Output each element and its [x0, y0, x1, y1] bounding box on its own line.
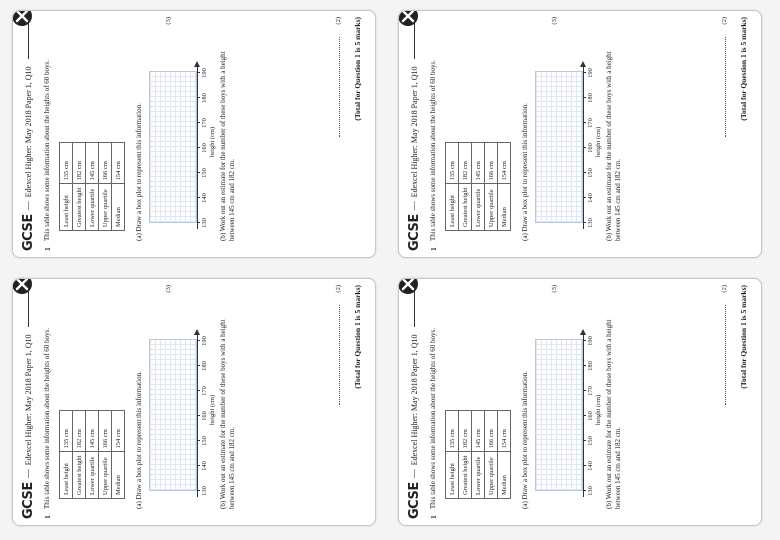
row-label: Median	[112, 452, 125, 499]
axis-tick-mark	[197, 440, 200, 441]
height-axis	[583, 63, 584, 229]
axis-tick-mark	[197, 72, 200, 73]
axis-tick-mark	[583, 365, 586, 366]
worksheet-content	[13, 11, 375, 257]
axis-tick-mark	[197, 390, 200, 391]
axis-tick-mark	[197, 490, 200, 491]
row-label: Lower quartile	[86, 452, 99, 499]
axis-tick-mark	[583, 72, 586, 73]
part-b-text: (b) Work out an estimate for the number of these boys with a height between 145 cm and 182 cm.	[219, 319, 236, 509]
axis-tick-label: 180	[201, 361, 208, 371]
axis-tick-label: 140	[201, 461, 208, 471]
worksheet-card-bottom-left	[12, 278, 376, 526]
marks-part-a: (3)	[551, 17, 558, 25]
question-intro: This table shows some information about the heights of 60 boys.	[43, 327, 51, 509]
dx-logo-icon	[398, 278, 419, 295]
answer-line	[339, 37, 340, 137]
worksheet-header	[403, 285, 425, 519]
table-row	[472, 143, 485, 231]
axis-tick-label: 180	[587, 361, 594, 371]
axis-arrow-icon	[580, 329, 586, 335]
question-intro: This table shows some information about the heights of 60 boys.	[43, 59, 51, 241]
header-dash: —	[409, 469, 419, 479]
box-plot-grid	[149, 71, 197, 223]
axis-tick-label: 170	[201, 386, 208, 396]
axis-tick-mark	[583, 440, 586, 441]
box-plot-grid	[535, 339, 583, 491]
worksheet-content	[13, 279, 375, 525]
heights-table	[59, 410, 125, 499]
part-b-text: (b) Work out an estimate for the number of these boys with a height between 145 cm and 182 cm.	[605, 51, 622, 241]
row-value: 154 cm	[112, 143, 125, 184]
row-value: 145 cm	[86, 411, 99, 452]
part-b-text: (b) Work out an estimate for the number of these boys with a height between 145 cm and 182 cm.	[219, 51, 236, 241]
dx-logo-icon	[398, 10, 419, 27]
part-a-text: (a) Draw a box plot to represent this information.	[135, 103, 143, 241]
marks-part-a: (3)	[551, 285, 558, 293]
axis-tick-label: 170	[587, 118, 594, 128]
axis-tick-mark	[197, 415, 200, 416]
heights-table	[445, 410, 511, 499]
heights-table	[59, 142, 125, 231]
row-label: Lower quartile	[472, 452, 485, 499]
question-intro: This table shows some information about the heights of 60 boys.	[429, 327, 437, 509]
row-value: 166 cm	[99, 411, 112, 452]
row-value: 182 cm	[459, 143, 472, 184]
worksheet-card-top-right	[398, 10, 762, 258]
answer-line	[725, 37, 726, 137]
row-label: Median	[498, 184, 511, 231]
table-row	[472, 411, 485, 499]
marks-part-b: (2)	[335, 285, 342, 293]
table-row	[459, 143, 472, 231]
answer-line	[339, 305, 340, 405]
table-row	[446, 143, 459, 231]
row-label: Upper quartile	[485, 452, 498, 499]
axis-tick-label: 180	[587, 93, 594, 103]
row-label: Least height	[60, 452, 73, 499]
heights-table	[445, 142, 511, 231]
part-a-text: (a) Draw a box plot to represent this information.	[521, 371, 529, 509]
axis-tick-mark	[583, 147, 586, 148]
axis-tick-mark	[583, 390, 586, 391]
marks-part-a: (3)	[165, 17, 172, 25]
axis-tick-mark	[583, 222, 586, 223]
table-row	[99, 143, 112, 231]
axis-arrow-icon	[194, 61, 200, 67]
axis-tick-label: 190	[201, 336, 208, 346]
axis-tick-mark	[583, 340, 586, 341]
axis-tick-mark	[583, 415, 586, 416]
axis-tick-mark	[583, 197, 586, 198]
header-dash: —	[409, 201, 419, 211]
dx-logo-icon	[12, 10, 33, 27]
axis-tick-label: 130	[587, 218, 594, 228]
row-label: Least height	[446, 452, 459, 499]
height-axis	[197, 63, 198, 229]
worksheet-card-bottom-right	[398, 278, 762, 526]
axis-tick-label: 130	[587, 486, 594, 496]
question-intro: This table shows some information about the heights of 60 boys.	[429, 59, 437, 241]
axis-tick-label: 170	[201, 118, 208, 128]
axis-tick-mark	[583, 172, 586, 173]
axis-tick-mark	[197, 147, 200, 148]
header-dash: —	[23, 469, 33, 479]
axis-label: height (cm)	[595, 394, 602, 425]
row-value: 154 cm	[498, 411, 511, 452]
table-row	[86, 143, 99, 231]
axis-tick-label: 150	[587, 168, 594, 178]
row-value: 135 cm	[60, 143, 73, 184]
gcse-brand: GCSE	[20, 214, 36, 251]
axis-label: height (cm)	[595, 126, 602, 157]
total-marks: (Total for Question 1 is 5 marks)	[353, 17, 362, 121]
source-reference: Edexcel Higher: May 2018 Paper 1, Q10	[23, 334, 33, 466]
row-value: 182 cm	[73, 411, 86, 452]
worksheet-header	[403, 17, 425, 251]
table-row	[112, 411, 125, 499]
axis-tick-mark	[583, 97, 586, 98]
row-value: 145 cm	[472, 143, 485, 184]
axis-tick-label: 140	[587, 193, 594, 203]
axis-tick-mark	[197, 172, 200, 173]
axis-tick-label: 160	[587, 411, 594, 421]
row-value: 182 cm	[73, 143, 86, 184]
axis-tick-label: 160	[587, 143, 594, 153]
axis-tick-label: 160	[201, 411, 208, 421]
row-value: 135 cm	[60, 411, 73, 452]
row-label: Lower quartile	[472, 184, 485, 231]
axis-tick-label: 150	[587, 436, 594, 446]
table-row	[73, 411, 86, 499]
total-marks: (Total for Question 1 is 5 marks)	[739, 17, 748, 121]
box-plot-grid	[535, 71, 583, 223]
axis-tick-mark	[197, 122, 200, 123]
question-number: 1	[43, 515, 52, 519]
axis-tick-label: 160	[201, 143, 208, 153]
axis-tick-label: 140	[587, 461, 594, 471]
axis-tick-label: 140	[201, 193, 208, 203]
row-value: 145 cm	[86, 143, 99, 184]
worksheet-header	[17, 17, 39, 251]
marks-part-a: (3)	[165, 285, 172, 293]
row-value: 154 cm	[498, 143, 511, 184]
axis-tick-mark	[197, 97, 200, 98]
table-row	[459, 411, 472, 499]
source-reference: Edexcel Higher: May 2018 Paper 1, Q10	[409, 66, 419, 198]
total-marks: (Total for Question 1 is 5 marks)	[353, 285, 362, 389]
row-label: Upper quartile	[99, 452, 112, 499]
height-axis	[583, 331, 584, 497]
total-marks: (Total for Question 1 is 5 marks)	[739, 285, 748, 389]
axis-tick-mark	[197, 340, 200, 341]
worksheet-content	[399, 11, 761, 257]
axis-tick-label: 190	[587, 68, 594, 78]
part-b-text: (b) Work out an estimate for the number of these boys with a height between 145 cm and 182 cm.	[605, 319, 622, 509]
source-reference: Edexcel Higher: May 2018 Paper 1, Q10	[23, 66, 33, 198]
table-row	[112, 143, 125, 231]
worksheet-header	[17, 285, 39, 519]
question-number: 1	[429, 247, 438, 251]
table-row	[446, 411, 459, 499]
axis-label: height (cm)	[209, 126, 216, 157]
row-label: Upper quartile	[485, 184, 498, 231]
worksheet-card-top-left	[12, 10, 376, 258]
part-a-text: (a) Draw a box plot to represent this information.	[135, 371, 143, 509]
axis-tick-mark	[197, 197, 200, 198]
row-label: Greatest height	[73, 184, 86, 231]
row-label: Median	[112, 184, 125, 231]
row-value: 135 cm	[446, 411, 459, 452]
row-label: Greatest height	[459, 184, 472, 231]
axis-arrow-icon	[194, 329, 200, 335]
table-row	[485, 143, 498, 231]
header-dash: —	[23, 201, 33, 211]
row-value: 154 cm	[112, 411, 125, 452]
table-row	[99, 411, 112, 499]
axis-label: height (cm)	[209, 394, 216, 425]
part-a-text: (a) Draw a box plot to represent this information.	[521, 103, 529, 241]
source-reference: Edexcel Higher: May 2018 Paper 1, Q10	[409, 334, 419, 466]
row-label: Greatest height	[73, 452, 86, 499]
worksheet-content	[399, 279, 761, 525]
axis-tick-label: 150	[201, 436, 208, 446]
row-value: 135 cm	[446, 143, 459, 184]
axis-tick-label: 150	[201, 168, 208, 178]
row-label: Lower quartile	[86, 184, 99, 231]
marks-part-b: (2)	[335, 17, 342, 25]
gcse-brand: GCSE	[20, 482, 36, 519]
axis-tick-mark	[583, 122, 586, 123]
box-plot-grid	[149, 339, 197, 491]
gcse-brand: GCSE	[406, 482, 422, 519]
axis-tick-mark	[197, 222, 200, 223]
axis-tick-label: 190	[587, 336, 594, 346]
axis-tick-mark	[197, 465, 200, 466]
axis-arrow-icon	[580, 61, 586, 67]
row-label: Median	[498, 452, 511, 499]
marks-part-b: (2)	[721, 17, 728, 25]
row-value: 145 cm	[472, 411, 485, 452]
gcse-brand: GCSE	[406, 214, 422, 251]
row-value: 166 cm	[485, 411, 498, 452]
axis-tick-label: 190	[201, 68, 208, 78]
row-value: 182 cm	[459, 411, 472, 452]
table-row	[498, 143, 511, 231]
axis-tick-mark	[197, 365, 200, 366]
row-label: Greatest height	[459, 452, 472, 499]
table-row	[60, 411, 73, 499]
axis-tick-label: 170	[587, 386, 594, 396]
height-axis	[197, 331, 198, 497]
marks-part-b: (2)	[721, 285, 728, 293]
row-value: 166 cm	[485, 143, 498, 184]
question-number: 1	[429, 515, 438, 519]
row-label: Upper quartile	[99, 184, 112, 231]
axis-tick-label: 130	[201, 218, 208, 228]
axis-tick-label: 130	[201, 486, 208, 496]
table-row	[60, 143, 73, 231]
table-row	[485, 411, 498, 499]
dx-logo-icon	[12, 278, 33, 295]
table-row	[498, 411, 511, 499]
answer-line	[725, 305, 726, 405]
row-value: 166 cm	[99, 143, 112, 184]
axis-tick-mark	[583, 490, 586, 491]
row-label: Least height	[446, 184, 459, 231]
table-row	[73, 143, 86, 231]
row-label: Least height	[60, 184, 73, 231]
axis-tick-mark	[583, 465, 586, 466]
table-row	[86, 411, 99, 499]
axis-tick-label: 180	[201, 93, 208, 103]
question-number: 1	[43, 247, 52, 251]
